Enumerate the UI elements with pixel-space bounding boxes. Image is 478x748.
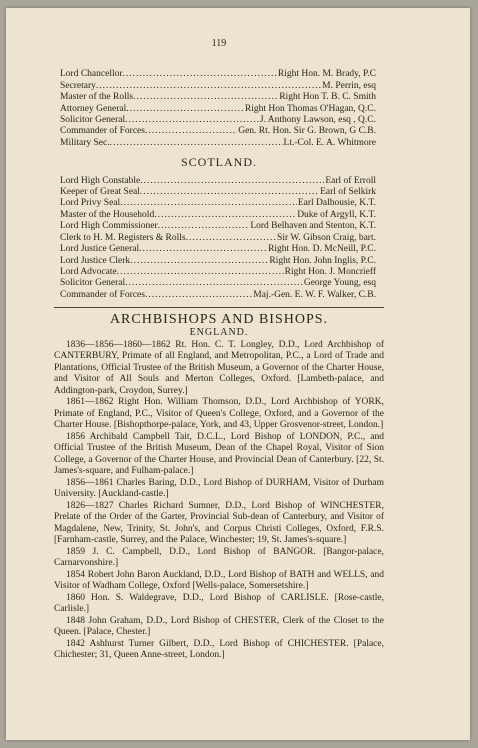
officer-title: Attorney General bbox=[60, 103, 127, 114]
officer-name: Right Hon. John Inglis, P.C. bbox=[269, 255, 376, 266]
section-divider bbox=[54, 307, 384, 308]
officer-row bbox=[60, 92, 376, 103]
officer-row bbox=[60, 290, 376, 301]
officer-name: Duke of Argyll, K.T. bbox=[297, 209, 376, 220]
scotland-heading: SCOTLAND. bbox=[180, 155, 257, 170]
leader-dots bbox=[133, 92, 278, 103]
leader-dots bbox=[186, 233, 276, 244]
leader-dots bbox=[139, 244, 267, 255]
leader-dots bbox=[125, 115, 259, 126]
officer-row bbox=[60, 187, 376, 198]
officer-row bbox=[60, 115, 376, 126]
leader-dots bbox=[117, 267, 284, 278]
officer-row bbox=[60, 69, 376, 80]
page-number: 119 bbox=[211, 38, 227, 49]
officer-row bbox=[60, 210, 376, 221]
leader-dots bbox=[145, 126, 237, 137]
officer-name: Gen. Rt. Hon. Sir G. Brown, G C.B. bbox=[238, 126, 376, 137]
officer-row bbox=[60, 104, 376, 115]
bishop-entry: 1859 J. C. Campbell, D.D., Lord Bishop of BANGOR. [Bangor-palace, Carnarvonshire.] bbox=[54, 546, 384, 569]
officer-title: Solicitor General bbox=[60, 278, 126, 289]
page-content bbox=[54, 8, 384, 662]
officer-name: Lord Belhaven and Stenton, K.T. bbox=[250, 221, 376, 232]
officer-row bbox=[60, 221, 376, 232]
officer-title: Commander of Forces bbox=[60, 126, 145, 137]
leader-dots bbox=[154, 210, 296, 221]
officer-row bbox=[60, 81, 376, 92]
leader-dots bbox=[130, 256, 268, 267]
officer-name: Earl of Selkirk bbox=[320, 187, 376, 198]
officer-name: Earl Dalhousie, K.T. bbox=[297, 198, 376, 209]
officer-row bbox=[60, 176, 376, 187]
officer-title: Commander of Forces bbox=[60, 289, 145, 300]
officer-name: Right Hon. D. McNeill, P.C. bbox=[268, 244, 376, 255]
officer-name: Right Hon. M. Brady, P.C bbox=[277, 69, 376, 80]
officer-name: Right Hon. J. Moncrieff bbox=[284, 266, 376, 277]
officer-name: Sir W. Gibson Craig, bart. bbox=[277, 232, 376, 243]
leader-dots bbox=[110, 138, 283, 149]
officer-title: Lord High Commissioner bbox=[60, 221, 158, 232]
officer-row bbox=[60, 198, 376, 209]
leader-dots bbox=[145, 290, 252, 301]
officer-name: George Young, esq bbox=[303, 278, 376, 289]
leader-dots bbox=[126, 104, 244, 115]
officer-name: Right Hon T. B. C. Smith bbox=[279, 92, 376, 103]
england-subheading: ENGLAND. bbox=[189, 327, 249, 339]
bishop-entry: 1861—1862 Right Hon. William Thomson, D.D., Lord Archbishop of YORK, Primate of England, P.C., Visitor of Queen's College, Oxford, and a Governor of the Charter House. [Bishopthorpe-palace, York, and 43, Upper Grosvenor-street, London.] bbox=[54, 397, 384, 431]
leader-dots bbox=[140, 176, 324, 187]
officer-title: Lord Justice General bbox=[60, 244, 140, 255]
leader-dots bbox=[120, 198, 297, 209]
bishops-heading: ARCHBISHOPS AND BISHOPS. bbox=[109, 312, 329, 328]
officer-row bbox=[60, 244, 376, 255]
bishop-entry: 1856—1861 Charles Baring, D.D., Lord Bishop of DURHAM, Visitor of Durham University. [Auckland-castle.] bbox=[54, 477, 384, 500]
officer-row bbox=[60, 278, 376, 289]
officer-name: J. Anthony Lawson, esq , Q.C. bbox=[259, 115, 376, 126]
officer-title: Lord Advocate bbox=[60, 266, 117, 277]
officer-name: Earl of Erroll bbox=[325, 175, 376, 186]
officer-title: Clerk to H. M. Registers & Rolls bbox=[60, 232, 186, 243]
scotland-officers-list bbox=[60, 176, 376, 301]
officer-row bbox=[60, 138, 376, 149]
officer-title: Military Sec. bbox=[60, 137, 110, 148]
leader-dots bbox=[123, 69, 277, 80]
officer-title: Lord Justice Clerk bbox=[60, 255, 131, 266]
officer-title: Secretary bbox=[60, 80, 96, 91]
officer-name: M. Perrin, esq bbox=[322, 80, 376, 91]
bishop-entry: 1842 Ashhurst Turner Gilbert, D.D., Lord Bishop of CHICHESTER. [Palace, Chichester; 31, Queen Anne-street, London.] bbox=[54, 638, 384, 661]
officer-name: Maj.-Gen. E. W. F. Walker, C.B. bbox=[253, 289, 376, 300]
bishop-entry: 1860 Hon. S. Waldegrave, D.D., Lord Bishop of CARLISLE. [Rose-castle, Carlisle.] bbox=[54, 592, 384, 615]
officer-title: Lord Chancellor bbox=[60, 69, 123, 80]
officers-list bbox=[60, 69, 376, 149]
officer-title: Keeper of Great Seal bbox=[60, 187, 140, 198]
officer-name: Right Hon Thomas O'Hagan, Q.C. bbox=[244, 103, 376, 114]
officer-row bbox=[60, 256, 376, 267]
leader-dots bbox=[125, 278, 303, 289]
officer-name: Lt.-Col. E. A. Whitmore bbox=[283, 137, 376, 148]
bishop-entry: 1826—1827 Charles Richard Sumner, D.D., Lord Bishop of WINCHESTER, Prelate of the Order of the Garter, Provincial Sub-dean of Canterbury, and Visitor of Magdalene, New, Trinity, St. John's, and Corpus Christi Colleges, Oxford, F.R.S. [Farnham-castle, Surrey, and the Palace, Winchester; 19, St. James's-square.] bbox=[54, 500, 384, 546]
officer-title: Lord Privy Seal bbox=[60, 198, 121, 209]
leader-dots bbox=[158, 221, 250, 232]
bishop-entry: 1848 John Graham, D.D., Lord Bishop of CHESTER, Clerk of the Closet to the Queen. [Palace, Chester.] bbox=[54, 615, 384, 638]
leader-dots bbox=[140, 187, 319, 198]
officer-title: Master of the Household bbox=[60, 209, 155, 220]
officer-title: Master of the Rolls bbox=[60, 92, 134, 103]
officer-row bbox=[60, 126, 376, 137]
bishop-entry: 1836—1856—1860—1862 Rt. Hon. C. T. Longley, D.D., Lord Archbishop of CANTERBURY, Primate of all England, and Metropolitan, P.C., a Lord of Trade and Plantations, Official Trustee of the British Museum, a Governor of the Charter House, and Visitor of All Souls and Merton Colleges, Oxford. [Lambeth-palace, and Addington-park, Croydon, Surrey.] bbox=[54, 339, 384, 396]
book-page bbox=[6, 8, 470, 740]
bishops-list bbox=[54, 340, 384, 662]
officer-title: Solicitor General bbox=[60, 115, 126, 126]
officer-row bbox=[60, 267, 376, 278]
bishop-entry: 1854 Robert John Baron Auckland, D.D., Lord Bishop of BATH and WELLS, and Visitor of Wadham College, Oxford [Wells-palace, Somersetshire.] bbox=[54, 569, 384, 592]
officer-row bbox=[60, 233, 376, 244]
officer-title: Lord High Constable bbox=[60, 175, 141, 186]
leader-dots bbox=[96, 81, 321, 92]
bishop-entry: 1856 Archibald Campbell Tait, D.C.L., Lord Bishop of LONDON, P.C., and Official Trustee of the British Museum, Dean of the Chapel Royal, Visitor of Sion College, a Governor of the Charter House, and Provincial Dean of Canterbury. [22, St. James's-square, and Fulham-palace.] bbox=[54, 431, 384, 477]
